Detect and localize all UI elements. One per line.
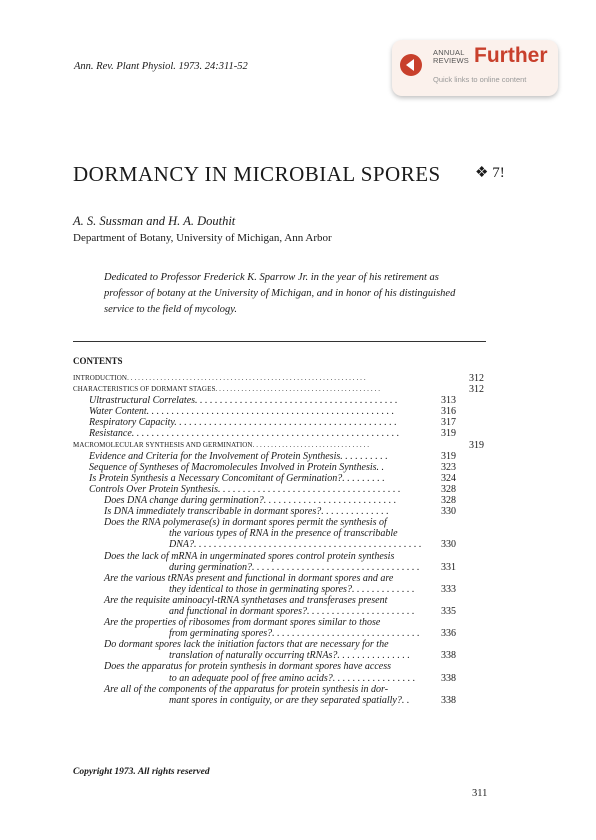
- toc-entry[interactable]: [73, 606, 488, 617]
- toc-label: Water Content. . . . . . . . . . . . . . . . . . . . . . . . . . . . . . . . . . . . . . . . . . . . . . . . . .: [89, 406, 395, 418]
- toc-entry[interactable]: [73, 584, 488, 595]
- toc-label: they identical to those in germinating spores?. . . . . . . . . . . . .: [169, 583, 415, 595]
- toc-entry[interactable]: [73, 506, 488, 517]
- toc-label: from germinating spores?. . . . . . . . . . . . . . . . . . . . . . . . . . . . . .: [169, 628, 420, 640]
- toc-page: 336: [441, 628, 456, 640]
- toc-label: during germination?. . . . . . . . . . . . . . . . . . . . . . . . . . . . . . . . . .: [169, 561, 420, 573]
- toc-label: Does the lack of mRNA in ungerminated spores control protein synthesis: [104, 550, 395, 562]
- article-title: DORMANCY IN MICROBIAL SPORES: [73, 162, 441, 186]
- toc-label: Does the apparatus for protein synthesis in dormant spores have access: [104, 661, 392, 673]
- toc-label: Is Protein Synthesis a Necessary Concomitant of Germination?. . . . . . . . .: [89, 472, 385, 484]
- toc-page: 328: [441, 483, 456, 495]
- divider: [73, 341, 486, 342]
- toc-entry[interactable]: [73, 661, 488, 672]
- toc-label: Evidence and Criteria for the Involvement of Protein Synthesis. . . . . . . . . .: [89, 450, 388, 462]
- toc-page: 333: [441, 583, 456, 595]
- toc-label: Are the properties of ribosomes from dormant spores similar to those: [104, 617, 381, 629]
- toc-label: the various types of RNA in the presence of transcribable: [169, 528, 398, 540]
- toc-entry[interactable]: [73, 406, 488, 417]
- table-of-contents: [73, 373, 488, 706]
- toc-page: 312: [469, 384, 484, 396]
- toc-page: 319: [441, 450, 456, 462]
- author-affiliation: Department of Botany, University of Michigan, Ann Arbor: [73, 232, 332, 244]
- toc-page: 323: [441, 461, 456, 473]
- toc-label: Does the RNA polymerase(s) in dormant spores permit the synthesis of: [104, 517, 387, 529]
- toc-entry[interactable]: [73, 451, 488, 462]
- toc-entry[interactable]: [73, 495, 488, 506]
- contents-heading: CONTENTS: [73, 356, 123, 366]
- toc-entry[interactable]: [73, 650, 488, 661]
- toc-page: 313: [441, 395, 456, 407]
- toc-entry[interactable]: [73, 462, 488, 473]
- toc-entry[interactable]: [73, 573, 488, 584]
- toc-label: Respiratory Capacity. . . . . . . . . . . . . . . . . . . . . . . . . . . . . . . . . . . . . . . . . . . . .: [89, 417, 397, 429]
- toc-page: 330: [441, 539, 456, 551]
- banner-annual-text: ANNUAL: [433, 48, 465, 57]
- toc-page: 319: [469, 439, 484, 451]
- toc-label: Controls Over Protein Synthesis. . . . . . . . . . . . . . . . . . . . . . . . . . . . . . . . . . . . .: [89, 483, 401, 495]
- toc-label: Are the various tRNAs present and functional in dormant spores and are: [104, 572, 394, 584]
- toc-label: DNA?. . . . . . . . . . . . . . . . . . . . . . . . . . . . . . . . . . . . . . . . . . . . . .: [169, 539, 422, 551]
- toc-entry[interactable]: [73, 617, 488, 628]
- dedication: Dedicated to Professor Frederick K. Sparrow Jr. in the year of his retirement as professor of botany at the University of Michigan, and in honor of his distinguished service to the field of mycology.: [104, 272, 456, 315]
- page-number: 311: [472, 788, 488, 799]
- toc-label: translation of naturally occurring tRNAs?. . . . . . . . . . . . . . .: [169, 650, 410, 662]
- toc-entry[interactable]: [73, 484, 488, 495]
- toc-entry[interactable]: [73, 373, 488, 384]
- toc-page: 338: [441, 672, 456, 684]
- toc-label: Does DNA change during germination?. . . . . . . . . . . . . . . . . . . . . . . . . . .: [104, 495, 397, 507]
- toc-entry: [73, 528, 488, 539]
- toc-label: Are all of the components of the apparatus for protein synthesis in dor-: [104, 683, 389, 695]
- toc-entry[interactable]: [73, 684, 488, 695]
- toc-label: Are the requisite aminoacyl-tRNA synthetases and transferases present: [104, 594, 388, 606]
- toc-label: INTRODUCTION. . . . . . . . . . . . . . . . . . . . . . . . . . . . . . . . . . . . . . . . . . . . . . . . . . . . . . . . . . . . . . . . .: [73, 374, 366, 382]
- toc-entry[interactable]: [73, 595, 488, 606]
- toc-label: and functional in dormant spores?. . . . . . . . . . . . . . . . . . . . . .: [169, 605, 415, 617]
- toc-entry[interactable]: [73, 384, 488, 395]
- toc-label: Do dormant spores lack the initiation factors that are necessary for the: [104, 639, 389, 651]
- toc-entry[interactable]: [73, 628, 488, 639]
- journal-reference: Ann. Rev. Plant Physiol. 1973. 24:311-52: [74, 61, 248, 72]
- toc-label: Sequence of Syntheses of Macromolecules Involved in Protein Synthesis. .: [89, 461, 385, 473]
- toc-entry[interactable]: [73, 428, 488, 439]
- banner-tagline: Quick links to online content: [433, 75, 527, 84]
- banner-further-text: Further: [474, 44, 548, 67]
- toc-page: 324: [441, 472, 456, 484]
- toc-label: Resistance. . . . . . . . . . . . . . . . . . . . . . . . . . . . . . . . . . . . . . . . . . . . . . . . . . . . . .: [89, 428, 400, 440]
- toc-page: 331: [441, 561, 456, 573]
- toc-label: Ultrastructural Correlates. . . . . . . . . . . . . . . . . . . . . . . . . . . . . . . . . . . . . . . . .: [89, 395, 398, 407]
- toc-entry[interactable]: [73, 673, 488, 684]
- toc-entry[interactable]: [73, 551, 488, 562]
- toc-entry[interactable]: [73, 417, 488, 428]
- toc-label: CHARACTERISTICS OF DORMANT STAGES. . . . . . . . . . . . . . . . . . . . . . . . . . . . . . . . . . . . . . . . . . . . .: [73, 385, 381, 394]
- toc-page: 319: [441, 428, 456, 440]
- further-links-banner[interactable]: [392, 40, 558, 96]
- toc-entry[interactable]: [73, 395, 488, 406]
- article-authors: A. S. Sussman and H. A. Douthit: [73, 214, 236, 228]
- toc-page: 338: [441, 650, 456, 662]
- toc-page: 330: [441, 506, 456, 518]
- toc-entry[interactable]: [73, 440, 488, 451]
- toc-entry[interactable]: [73, 562, 488, 573]
- toc-page: 312: [469, 373, 484, 384]
- toc-page: 338: [441, 694, 456, 706]
- toc-label: to an adequate pool of free amino acids?. . . . . . . . . . . . . . . . .: [169, 672, 416, 684]
- toc-entry[interactable]: [73, 695, 488, 706]
- copyright-notice: Copyright 1973. All rights reserved: [73, 767, 210, 777]
- toc-entry[interactable]: [73, 473, 488, 484]
- toc-page: 317: [441, 417, 456, 429]
- toc-entry[interactable]: [73, 639, 488, 650]
- toc-page: 316: [441, 406, 456, 418]
- section-marker: ❖ 7!: [475, 165, 505, 181]
- toc-entry[interactable]: [73, 517, 488, 528]
- toc-page: 328: [441, 495, 456, 507]
- toc-page: 335: [441, 605, 456, 617]
- back-arrow-icon: [400, 54, 422, 76]
- banner-reviews-text: REVIEWS: [433, 56, 469, 65]
- toc-label: mant spores in contiguity, or are they separated spatially?. .: [169, 694, 410, 706]
- toc-label: Is DNA immediately transcribable in dormant spores?. . . . . . . . . . . . . .: [104, 506, 389, 518]
- toc-label: MACROMOLECULAR SYNTHESIS AND GERMINATION. . . . . . . . . . . . . . . . . . . . . . . . . . . . . . . .: [73, 440, 370, 449]
- toc-entry[interactable]: [73, 539, 488, 550]
